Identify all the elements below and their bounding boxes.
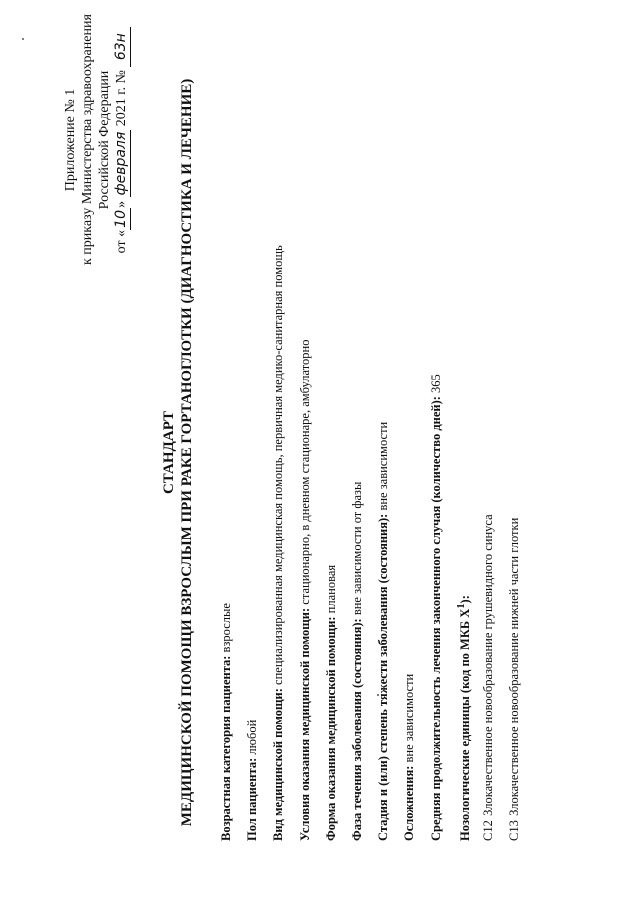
param-value: вне зависимости от фазы — [349, 481, 364, 616]
nosology-label — [455, 595, 472, 841]
nosology-code-row — [501, 21, 527, 841]
icd-description: Злокачественное новообразование грушевидного синуса — [480, 514, 495, 816]
param-label: Осложнения: — [402, 765, 417, 841]
appendix-label: Приложение № 1 — [63, 88, 78, 192]
param-value: плановая — [323, 564, 338, 614]
param-disease-stage — [370, 21, 396, 841]
param-label: Средняя продолжительность лечения законченного случая (количество дней): — [428, 396, 443, 841]
icd-description: Злокачественное новообразование нижней части глотки — [507, 517, 522, 816]
param-label: Вид медицинской помощи: — [271, 688, 286, 841]
param-care-form — [318, 21, 344, 841]
param-value: любой — [245, 719, 260, 755]
nosology-label-start: Нозологические единицы (код по МКБ X — [457, 608, 472, 841]
param-label: Фаза течения заболевания (состояния): — [349, 618, 364, 841]
icd-code: C12 — [480, 820, 495, 841]
param-value: 365 — [428, 374, 443, 393]
param-label: Возрастная категория пациента: — [219, 655, 233, 841]
handwritten-month: февраля — [113, 131, 129, 196]
param-label: Условия оказания медицинской помощи: — [297, 607, 312, 841]
param-age-category — [213, 21, 239, 841]
param-value: специализированная медицинская помощь, первичная медико-санитарная помощь — [271, 245, 286, 685]
param-treatment-duration — [423, 21, 449, 841]
param-value: взрослые — [219, 603, 233, 653]
nosology-label-end: ): — [457, 595, 472, 604]
param-label: Пол пациента: — [245, 757, 260, 841]
param-value: вне зависимости — [376, 421, 391, 511]
date-prefix: от « — [114, 229, 129, 254]
date-mid: » — [114, 200, 129, 208]
param-value: вне зависимости — [402, 673, 417, 763]
approval-block — [62, 15, 131, 265]
standard-parameters — [213, 21, 527, 841]
param-value: стационарно, в дневном стационаре, амбулаторно — [297, 339, 312, 605]
handwritten-order-number: 63н — [113, 27, 131, 67]
param-care-type — [265, 21, 291, 841]
order-date-line — [113, 15, 131, 265]
param-disease-phase — [344, 21, 370, 841]
nosology-code-row — [475, 21, 501, 841]
federation-label: Российской Федерации — [97, 70, 112, 210]
icd-code: C13 — [507, 820, 522, 841]
date-suffix: 2021 г. № — [114, 70, 129, 127]
handwritten-day: 10 — [113, 208, 131, 230]
title-subject: МЕДИЦИНСКОЙ ПОМОЩИ ВЗРОСЛЫМ ПРИ РАКЕ ГОРТАНОГЛОТКИ (ДИАГНОСТИКА И ЛЕЧЕНИЕ) — [179, 78, 195, 827]
param-complications — [396, 21, 422, 841]
document-title — [160, 30, 196, 875]
footnote-marker: 1 — [455, 603, 467, 609]
order-reference: к приказу Министерства здравоохранения — [80, 14, 95, 265]
title-standard: СТАНДАРТ — [161, 410, 177, 495]
param-sex — [239, 21, 265, 841]
nosology-header — [449, 21, 475, 841]
param-label: Форма оказания медицинской помощи: — [323, 616, 338, 841]
param-label: Стадия и (или) степень тяжести заболевания (состояния): — [376, 513, 391, 841]
param-care-conditions — [292, 21, 318, 841]
